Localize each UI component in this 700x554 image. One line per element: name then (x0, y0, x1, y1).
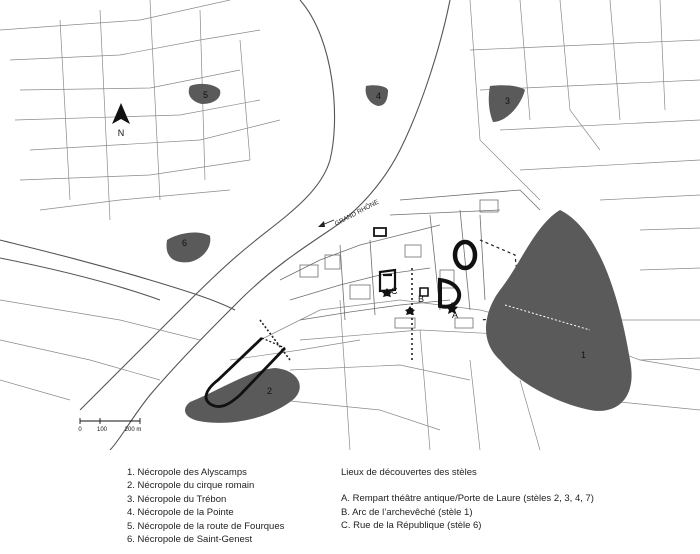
necropolis-zones (167, 84, 632, 423)
necropolis-legend-item-6: 6. Nécropole de Saint-Genest (127, 534, 253, 546)
roman-circus-line (262, 338, 285, 348)
necropolis-zone-1 (486, 210, 632, 411)
sites-legend (341, 466, 594, 533)
scale-tick-200: 200 m (124, 427, 142, 433)
north-arrow (112, 103, 130, 138)
sites-legend-item-b: B. Arc de l’archevêché (stèle 1) (341, 506, 473, 518)
necropolis-legend-item-3: 3. Nécropole du Trébon (127, 493, 227, 505)
amphitheatre (455, 242, 475, 268)
north-label: N (117, 128, 125, 138)
find-spot-b-star (405, 306, 415, 315)
antique-theatre (440, 280, 459, 307)
river-label: GRAND RHÔNE (333, 198, 380, 228)
scale-tick-100: 100 (96, 427, 108, 433)
necropolis-number-4: 4 (376, 91, 382, 101)
necropolis-legend-item-5: 5. Nécropole de la route de Fourques (127, 520, 285, 532)
necropolis-legend-item-2: 2. Nécropole du cirque romain (127, 480, 255, 492)
necropolis-number-5: 5 (203, 90, 209, 100)
scale-tick-0: 0 (78, 427, 82, 433)
north-arrow-icon (112, 103, 130, 124)
necropolis-legend-item-1: 1. Nécropole des Alyscamps (127, 467, 247, 478)
site-label-a: A (452, 310, 459, 320)
river-arrow-head-icon (318, 221, 325, 227)
necropolis-number-2: 2 (267, 386, 273, 396)
sites-legend-item-c: C. Rue de la République (stèle 6) (341, 520, 482, 532)
sites-legend-heading: Lieux de découvertes des stèles (341, 467, 477, 478)
necropolis-number-3: 3 (505, 96, 511, 106)
necropolis-zone-6 (167, 233, 211, 263)
necropolis-number-6: 6 (182, 238, 188, 248)
legend (0, 452, 700, 554)
necropolis-number-1: 1 (581, 350, 587, 360)
necropolis-zone-2 (185, 368, 300, 423)
site-label-c: C (391, 286, 398, 296)
baths-building (374, 228, 386, 236)
sites-legend-item-a: A. Rempart théâtre antique/Porte de Laure (stèles 2, 3, 4, 7) (341, 493, 594, 505)
site-label-b: B (418, 294, 425, 304)
necropolis-legend-item-4: 4. Nécropole de la Pointe (127, 507, 234, 519)
necropolis-legend (127, 466, 284, 546)
